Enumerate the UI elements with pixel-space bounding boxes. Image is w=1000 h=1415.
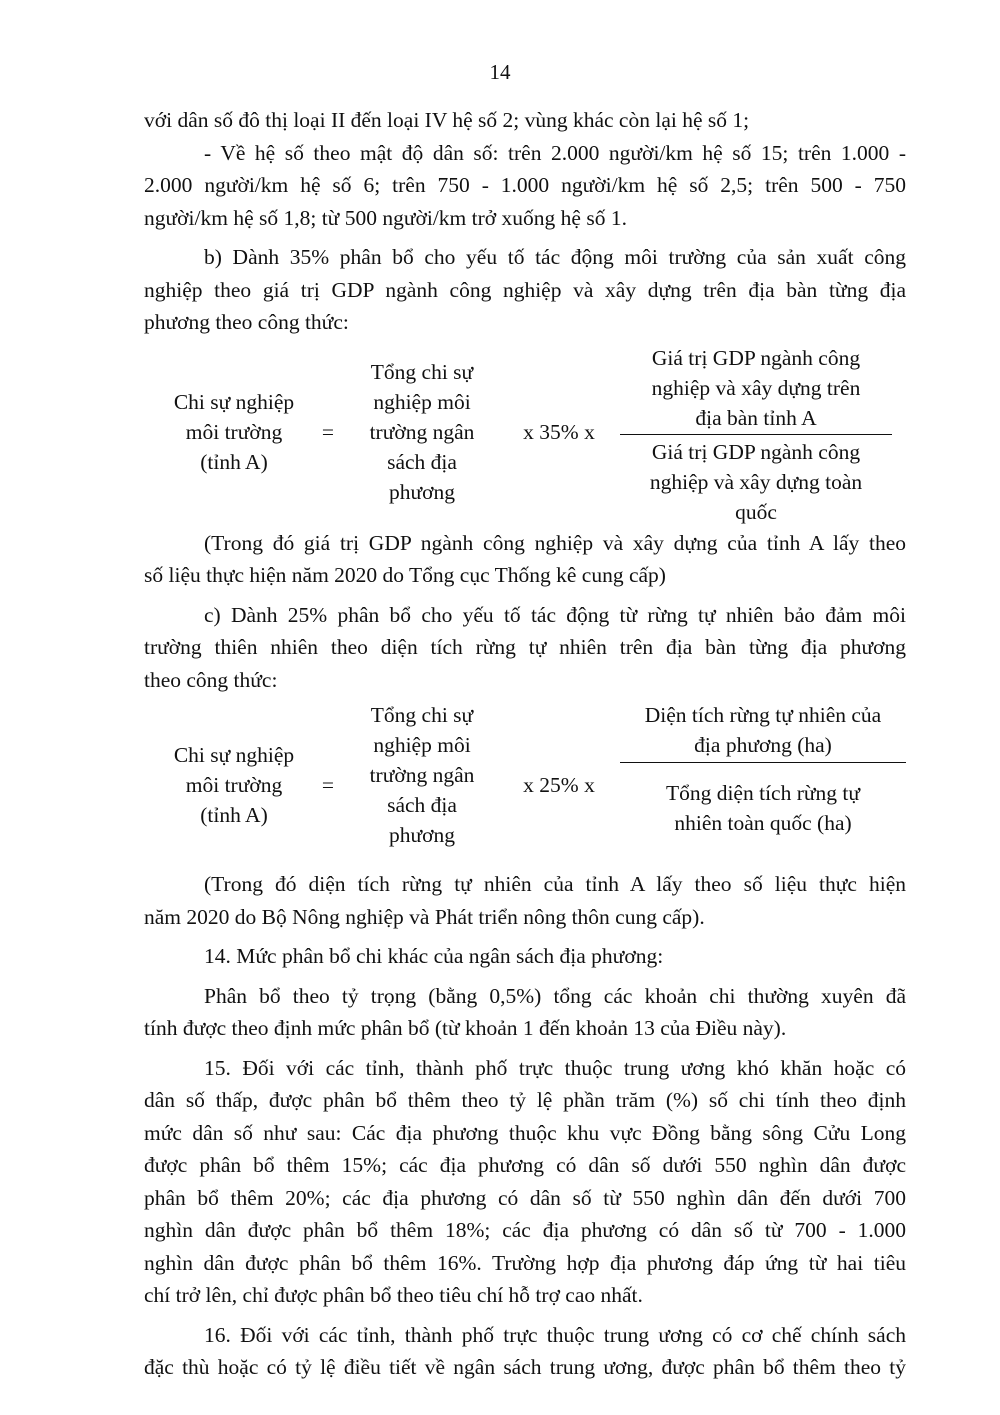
paragraph-item-15-line3: mức dân số như sau: Các địa phương thuộc khu vực Đồng bằng sông Cửu Long bbox=[144, 1120, 906, 1145]
page-number: 14 bbox=[489, 60, 511, 84]
formula2-equals: = bbox=[321, 773, 335, 797]
formula1-numerator: Giá trị GDP ngành công nghiệp và xây dựng trên địa bàn tỉnh A bbox=[651, 345, 861, 430]
document-body bbox=[144, 104, 906, 1384]
paragraph-continuation: với dân số đô thị loại II đến loại IV hệ số 2; vùng khác còn lại hệ số 1; bbox=[144, 108, 750, 132]
paragraph-item-16-line2: đặc thù hoặc có tỷ lệ điều tiết về ngân sách trung ương, được phân bổ thêm theo tỷ bbox=[144, 1355, 906, 1379]
paragraph-item-15-line6: nghìn dân được phân bổ thêm 18%; các địa phương có dân số từ 700 - 1.000 bbox=[144, 1218, 906, 1242]
formula2-lhs: Chi sự nghiệp môi trường (tỉnh A) bbox=[173, 743, 295, 827]
paragraph-item-15: 15. Đối với các tỉnh, thành phố trực thuộc trung ương khó khăn hoặc có bbox=[204, 1055, 906, 1080]
formula2-denominator: Tổng diện tích rừng tự nhiên toàn quốc (ha) bbox=[665, 781, 861, 835]
formula-industry-gdp bbox=[144, 343, 906, 524]
formula2-total: Tổng chi sự nghiệp môi trường ngân sách địa phương bbox=[369, 703, 475, 847]
paragraph-density-coefficient-line3: người/km hệ số 1,8; từ 500 người/km trở xuống hệ số 1. bbox=[144, 205, 627, 230]
paragraph-item-15-line2: dân số thấp, được phân bổ thêm theo tỷ lệ phần trăm (%) số chi tính theo định bbox=[144, 1088, 906, 1112]
paragraph-item-15-line4: được phân bổ thêm 15%; các địa phương có dân số dưới 550 nghìn dân được bbox=[144, 1153, 906, 1177]
paragraph-item-c-line3: theo công thức: bbox=[144, 667, 278, 692]
formula1-fraction-bar bbox=[620, 434, 892, 435]
formula2-numerator: Diện tích rừng tự nhiên của địa phương (ha) bbox=[644, 703, 882, 757]
formula1-denominator: Giá trị GDP ngành công nghiệp và xây dựng toàn quốc bbox=[649, 439, 863, 524]
paragraph-note-gdp-line2: số liệu thực hiện năm 2020 do Tổng cục Thống kê cung cấp) bbox=[144, 563, 666, 587]
paragraph-item-15-line7: nghìn dân được phân bổ thêm 16%. Trường hợp địa phương đáp ứng từ hai tiêu bbox=[144, 1250, 906, 1275]
paragraph-item-14-body: Phân bổ theo tỷ trọng (bằng 0,5%) tổng các khoản chi thường xuyên đã bbox=[204, 983, 906, 1008]
paragraph-density-coefficient-line2: 2.000 người/km hệ số 6; trên 750 - 1.000 người/km hệ số 2,5; trên 500 - 750 bbox=[144, 173, 906, 197]
formula2-multiplier: x 25% x bbox=[523, 773, 595, 797]
paragraph-item-b-line3: phương theo công thức: bbox=[144, 310, 349, 334]
paragraph-note-forest: (Trong đó diện tích rừng tự nhiên của tỉnh A lấy theo số liệu thực hiện bbox=[204, 872, 906, 896]
paragraph-item-15-line5: phân bổ thêm 20%; các địa phương có dân số từ 550 nghìn dân đến dưới 700 bbox=[144, 1185, 906, 1210]
formula1-lhs: Chi sự nghiệp môi trường (tỉnh A) bbox=[173, 389, 295, 474]
formula1-total: Tổng chi sự nghiệp môi trường ngân sách địa phương bbox=[369, 359, 475, 504]
paragraph-item-b: b) Dành 35% phân bổ cho yếu tố tác động môi trường của sản xuất công bbox=[204, 245, 906, 269]
formula2-fraction-bar bbox=[620, 762, 906, 763]
paragraph-density-coefficient: - Về hệ số theo mật độ dân số: trên 2.000 người/km hệ số 15; trên 1.000 - bbox=[204, 140, 907, 165]
paragraph-item-16: 16. Đối với các tỉnh, thành phố trực thuộc trung ương có cơ chế chính sách bbox=[204, 1322, 906, 1347]
formula1-multiplier: x 35% x bbox=[523, 419, 595, 444]
paragraph-item-14-body-line2: tính được theo định mức phân bổ (từ khoản 1 đến khoản 13 của Điều này). bbox=[144, 1016, 787, 1040]
formula1-equals: = bbox=[321, 419, 335, 444]
paragraph-item-c-line2: trường thiên nhiên theo diện tích rừng tự nhiên trên địa bàn từng địa phương bbox=[144, 635, 906, 659]
paragraph-item-c: c) Dành 25% phân bổ cho yếu tố tác động từ rừng tự nhiên bảo đảm môi bbox=[204, 602, 906, 627]
paragraph-item-b-line2: nghiệp theo giá trị GDP ngành công nghiệp và xây dựng trên địa bàn từng địa bbox=[144, 277, 906, 302]
paragraph-item-14: 14. Mức phân bổ chi khác của ngân sách địa phương: bbox=[204, 944, 664, 968]
formula-natural-forest bbox=[144, 700, 906, 862]
paragraph-note-forest-line2: năm 2020 do Bộ Nông nghiệp và Phát triển nông thôn cung cấp). bbox=[144, 904, 705, 929]
paragraph-note-gdp: (Trong đó giá trị GDP ngành công nghiệp và xây dựng của tỉnh A lấy theo bbox=[204, 530, 906, 555]
paragraph-item-15-line8: chí trở lên, chỉ được phân bổ theo tiêu chí hỗ trợ cao nhất. bbox=[144, 1283, 643, 1307]
